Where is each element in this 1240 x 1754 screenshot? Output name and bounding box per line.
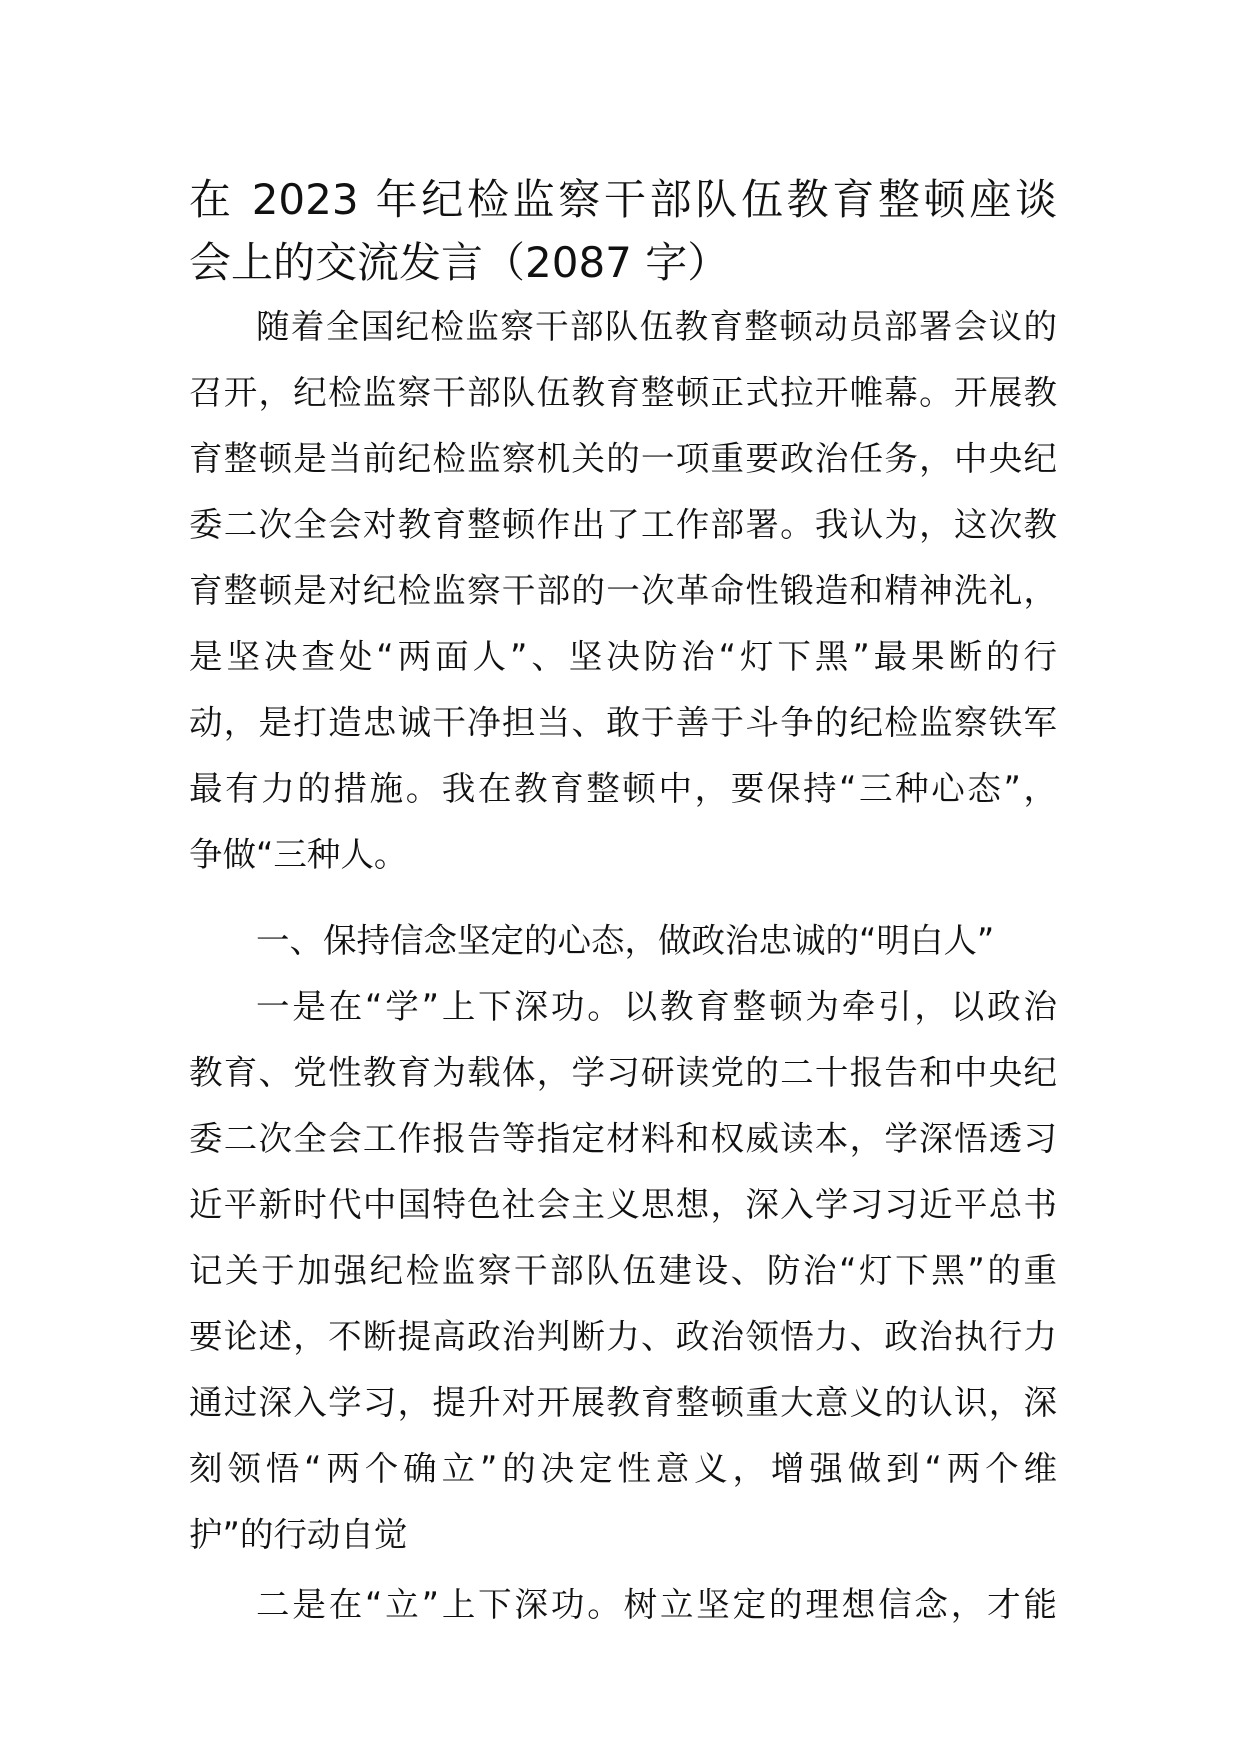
text-line: 委二次全会工作报告等指定材料和权威读本，学深悟透习 (189, 1119, 1057, 1158)
title-line: 在 2023 年纪检监察干部队伍教育整顿座谈 (189, 175, 1057, 224)
paragraph (189, 974, 1057, 1568)
text-line: 护”的行动自觉 (189, 1515, 408, 1554)
text-line: 一、保持信念坚定的心态，做政治忠诚的“明白人” (256, 921, 995, 960)
text-line: 一是在“学”上下深功。以教育整顿为牵引，以政治 (256, 987, 1057, 1026)
document-body (189, 294, 1057, 1638)
text-line: 近平新时代中国特色社会主义思想，深入学习习近平总书 (189, 1185, 1057, 1224)
text-line: 刻领悟“两个确立”的决定性意义，增强做到“两个维 (189, 1449, 1057, 1488)
text-line: 通过深入学习，提升对开展教育整顿重大意义的认识，深 (189, 1383, 1057, 1422)
text-line: 动，是打造忠诚干净担当、敢于善于斗争的纪检监察铁军 (189, 703, 1057, 742)
text-line: 记关于加强纪检监察干部队伍建设、防治“灯下黑”的重 (189, 1251, 1057, 1290)
text-line: 争做“三种人。 (189, 835, 408, 874)
text-line: 随着全国纪检监察干部队伍教育整顿动员部署会议的 (256, 307, 1057, 346)
text-line: 最有力的措施。我在教育整顿中，要保持“三种心态”， (189, 769, 1057, 808)
paragraph (189, 1572, 1057, 1638)
title-line: 会上的交流发言（2087 字） (189, 238, 730, 287)
text-line: 二是在“立”上下深功。树立坚定的理想信念，才能 (256, 1585, 1057, 1624)
text-line: 育整顿是对纪检监察干部的一次革命性锻造和精神洗礼， (189, 571, 1057, 610)
paragraph (189, 294, 1057, 888)
text-line: 是坚决查处“两面人”、坚决防治“灯下黑”最果断的行 (189, 637, 1057, 676)
text-line: 召开，纪检监察干部队伍教育整顿正式拉开帷幕。开展教 (189, 373, 1057, 412)
text-line: 委二次全会对教育整顿作出了工作部署。我认为，这次教 (189, 505, 1057, 544)
section-heading (189, 908, 1057, 974)
text-line: 育整顿是当前纪检监察机关的一项重要政治任务，中央纪 (189, 439, 1057, 478)
text-line: 教育、党性教育为载体，学习研读党的二十报告和中央纪 (189, 1053, 1057, 1092)
document-title (189, 168, 1057, 294)
document-page (189, 168, 1057, 1638)
text-line: 要论述，不断提高政治判断力、政治领悟力、政治执行力 (189, 1317, 1057, 1356)
